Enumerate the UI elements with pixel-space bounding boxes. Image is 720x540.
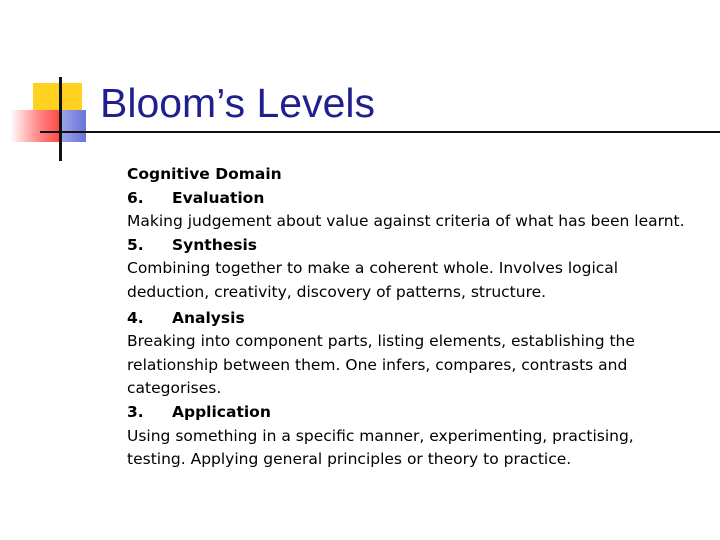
- level-heading-application: [127, 401, 707, 425]
- slide-title: Bloom’s Levels: [100, 80, 375, 126]
- level-description-application: Using something in a specific manner, experimenting, practising, testing. Applying general principles or theory to practice.: [127, 426, 634, 469]
- level-name: Synthesis: [172, 235, 258, 254]
- level-description-synthesis: Combining together to make a coherent whole. Involves logical deduction, creativity, discovery of patterns, structure.: [127, 259, 619, 301]
- decor-blue-square: [60, 110, 86, 142]
- level-heading-analysis: [127, 307, 707, 331]
- level-name: Evaluation: [172, 188, 265, 207]
- level-heading-evaluation: [127, 187, 707, 211]
- domain-heading: Cognitive Domain: [127, 165, 282, 183]
- level-heading-synthesis: [127, 234, 707, 258]
- level-name: Application: [172, 402, 271, 421]
- decor-red-gradient-block: [10, 110, 60, 142]
- level-number: 5.: [127, 235, 144, 254]
- level-description-analysis: Breaking into component parts, listing elements, establishing the relationship between them. One infers, compares, contrasts and categorises.: [127, 332, 635, 398]
- level-description-evaluation: Making judgement about value against criteria of what has been learnt.: [127, 212, 685, 231]
- level-name: Analysis: [172, 308, 245, 327]
- decor-vertical-line: [59, 77, 62, 161]
- level-number: 6.: [127, 188, 144, 207]
- title-underline: [40, 131, 720, 133]
- level-number: 3.: [127, 402, 144, 421]
- slide-body: [127, 163, 707, 472]
- level-number: 4.: [127, 308, 144, 327]
